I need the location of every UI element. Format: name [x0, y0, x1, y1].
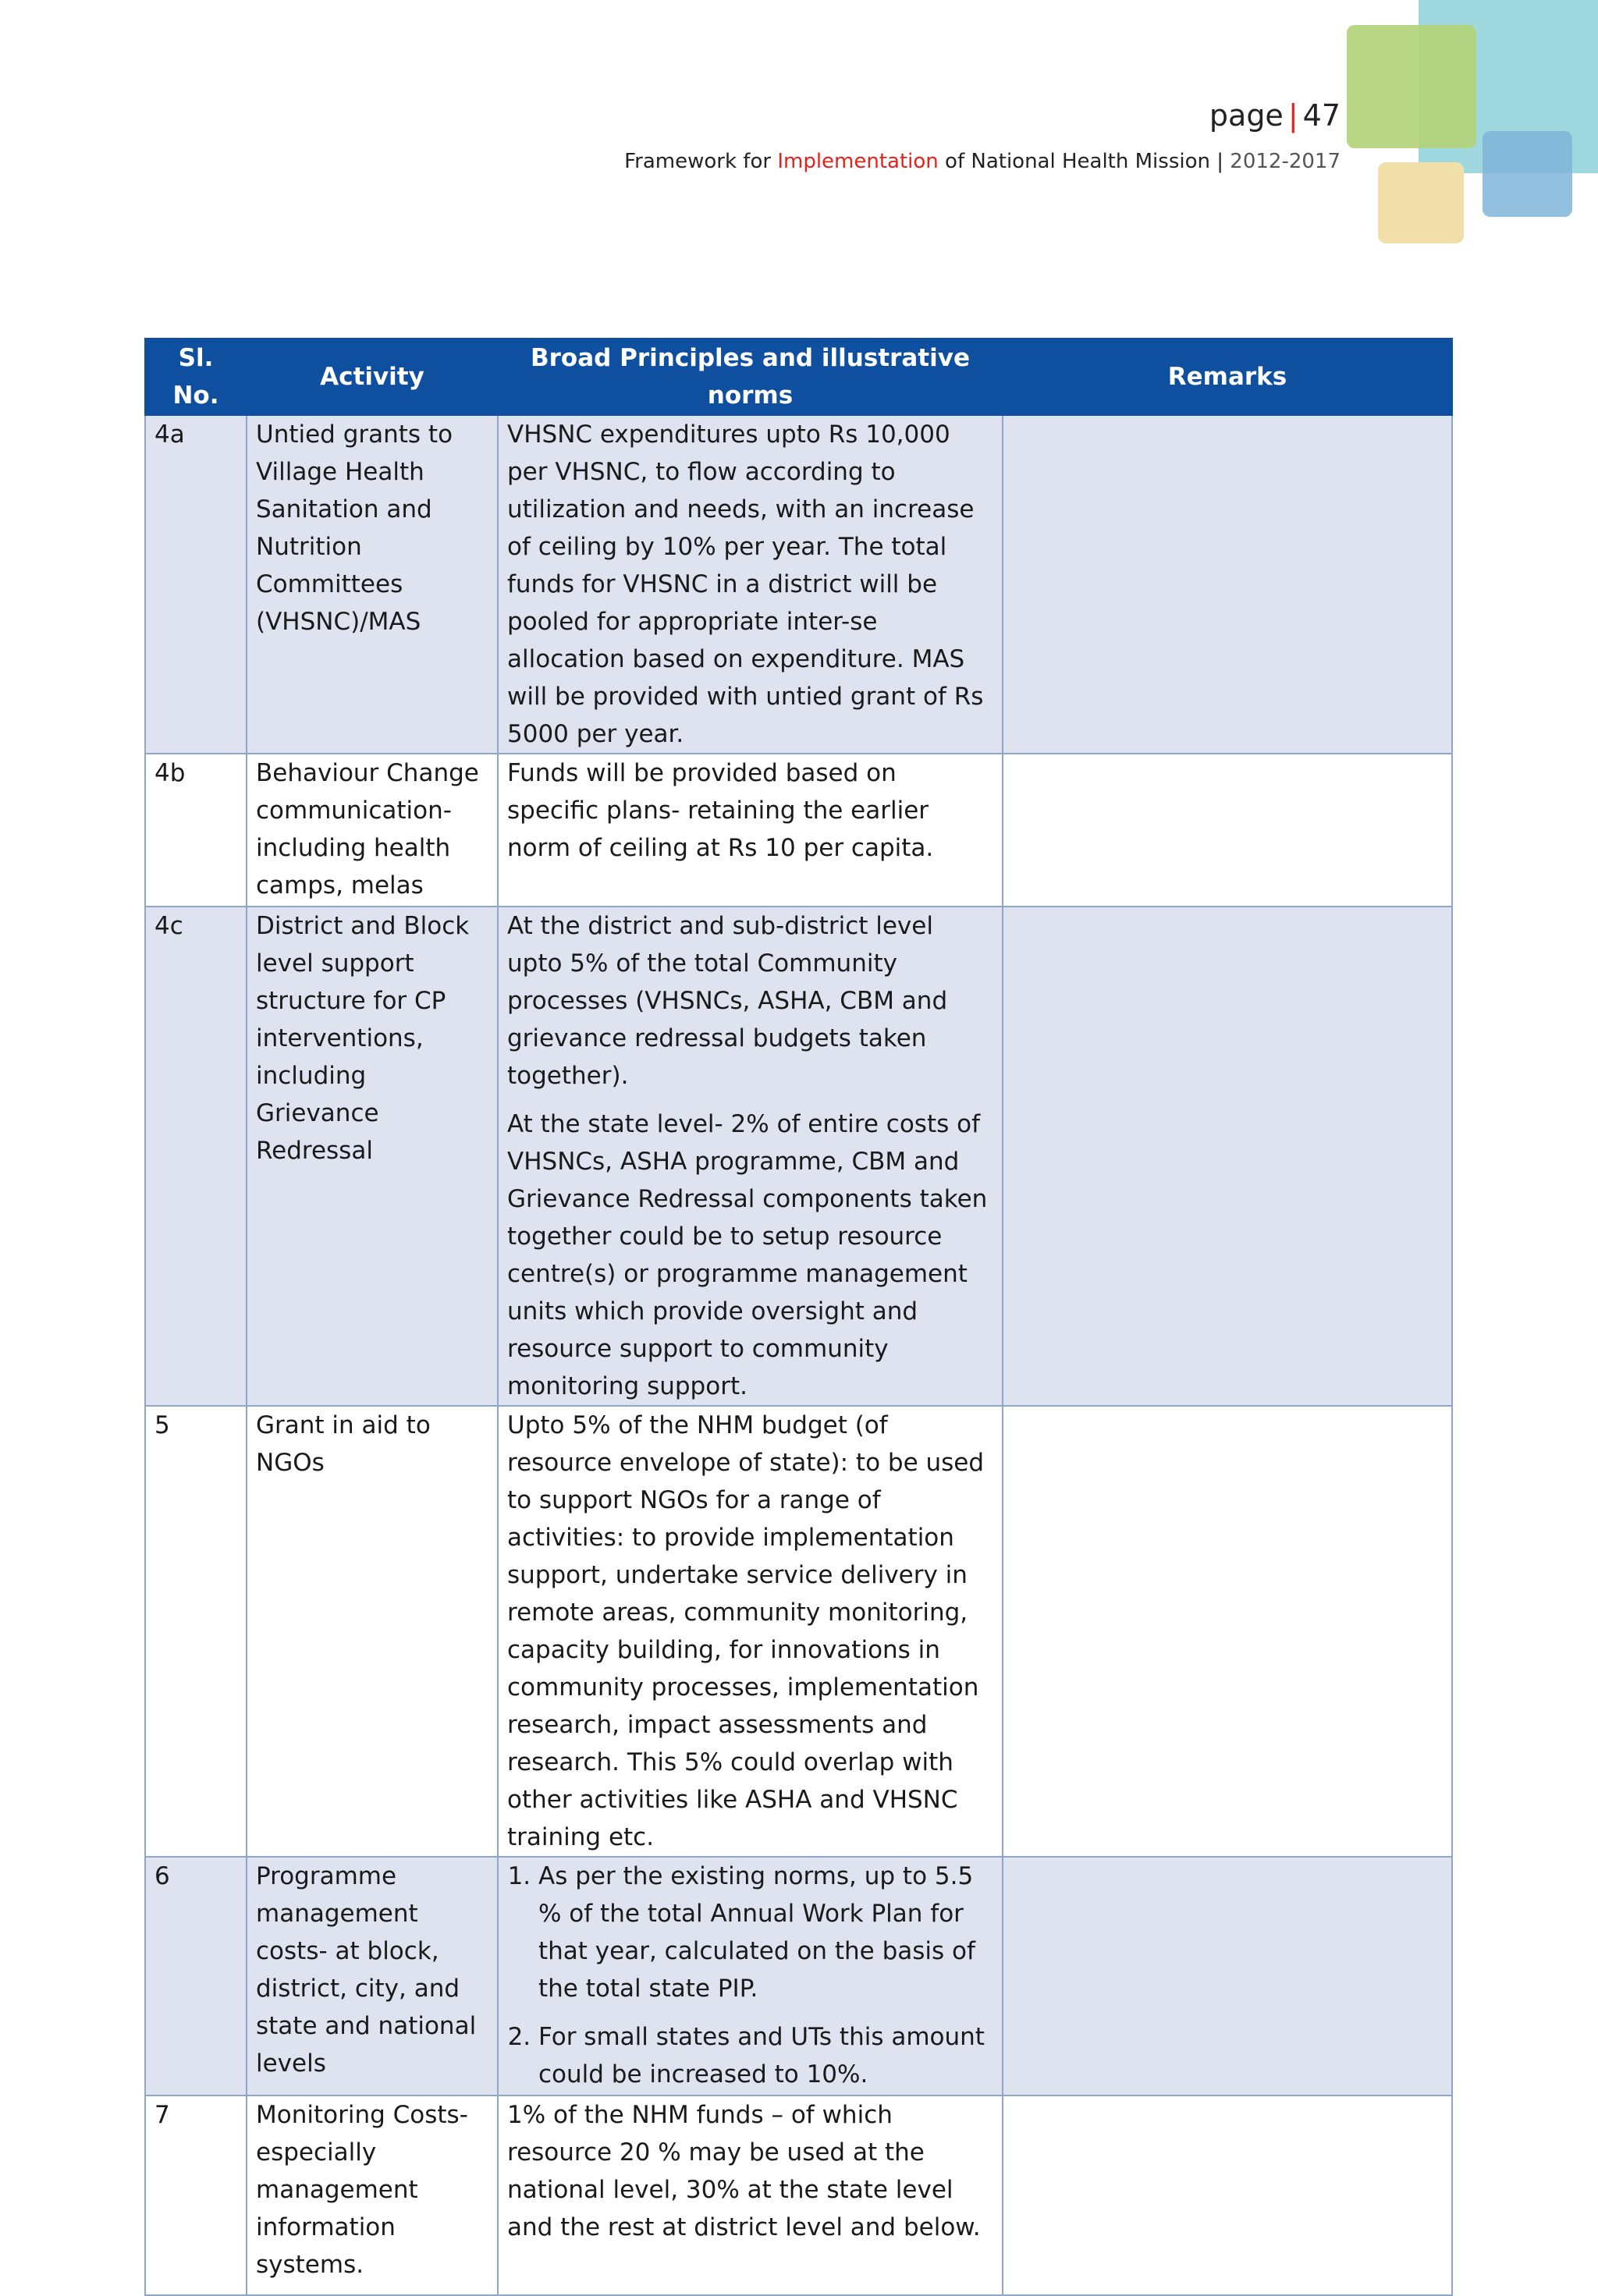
- table-row: [145, 907, 1452, 1406]
- table-row: [145, 2095, 1452, 2295]
- decorative-square-blue: [1483, 131, 1572, 217]
- cell-activity: Programme management costs- at block, district, city, and state and national levels: [247, 1857, 498, 2095]
- running-head-separator: |: [1216, 150, 1224, 173]
- cell-sl-no: 7: [145, 2095, 247, 2295]
- cell-remarks: [1003, 415, 1452, 754]
- running-head-accent: Implementation: [777, 150, 939, 173]
- table-row: [145, 415, 1452, 754]
- cell-sl-no: 4c: [145, 907, 247, 1406]
- cell-sl-no: 6: [145, 1857, 247, 2095]
- cell-norms: Funds will be provided based on specific plans- retaining the earlier norm of ceiling at Rs 10 per capita.: [498, 754, 1003, 907]
- norms-table: [144, 338, 1453, 2296]
- norms-list-item: 2. For small states and UTs this amount could be increased to 10%.: [538, 2018, 993, 2093]
- norms-paragraph: At the district and sub-district level upto 5% of the total Community processes (VHSNCs, ASHA, CBM and grievance redressal budgets taken together).: [507, 912, 948, 1090]
- cell-norms: Upto 5% of the NHM budget (of resource envelope of state): to be used to support NGOs for a range of activities: to provide implementation support, undertake service delivery in remote areas, community monitoring, capacity building, for innovations in community processes, implementation research, impact assessments and research. This 5% could overlap with other activities like ASHA and VHSNC training etc.: [498, 1406, 1003, 1857]
- running-head: [624, 150, 1341, 173]
- table-row: [145, 754, 1452, 907]
- page-word: page: [1209, 98, 1284, 133]
- page-number-value: 47: [1302, 98, 1341, 133]
- table-header-row: [145, 339, 1452, 415]
- cell-remarks: [1003, 2095, 1452, 2295]
- cell-norms: 1% of the NHM funds – of which resource 20 % may be used at the national level, 30% at the state level and the rest at district level and below.: [498, 2095, 1003, 2295]
- cell-remarks: [1003, 1857, 1452, 2095]
- cell-activity: Monitoring Costs- especially management information systems.: [247, 2095, 498, 2295]
- cell-norms: [498, 1857, 1003, 2095]
- cell-norms: [498, 907, 1003, 1406]
- column-header-activity: Activity: [247, 339, 498, 415]
- cell-activity: Behaviour Change communication- including health camps, melas: [247, 754, 498, 907]
- cell-sl-no: 4a: [145, 415, 247, 754]
- table-row: [145, 1406, 1452, 1857]
- norms-list: [507, 1858, 993, 2093]
- cell-sl-no: 4b: [145, 754, 247, 907]
- column-header-sl-no: Sl. No.: [145, 339, 247, 415]
- table-row: [145, 1857, 1452, 2095]
- page-number: [1209, 98, 1341, 133]
- decorative-square-green: [1347, 25, 1476, 148]
- cell-activity: Grant in aid to NGOs: [247, 1406, 498, 1857]
- norms-paragraph: At the state level- 2% of entire costs of VHSNCs, ASHA programme, CBM and Grievance Redressal components taken together could be to setup resource centre(s) or programme management units which provide oversight and resource support to community monitoring support.: [507, 1110, 988, 1400]
- cell-activity: Untied grants to Village Health Sanitation and Nutrition Committees (VHSNC)/MAS: [247, 415, 498, 754]
- running-head-pre: Framework for: [624, 150, 778, 173]
- cell-activity: District and Block level support structure for CP interventions, including Grievance Redressal: [247, 907, 498, 1406]
- norms-list-item: 1. As per the existing norms, up to 5.5 % of the total Annual Work Plan for that year, calculated on the basis of the total state PIP.: [538, 1858, 993, 2007]
- cell-norms: VHSNC expenditures upto Rs 10,000 per VHSNC, to flow according to utilization and needs, with an increase of ceiling by 10% per year. The total funds for VHSNC in a district will be pooled for appropriate inter-se allocation based on expenditure. MAS will be provided with untied grant of Rs 5000 per year.: [498, 415, 1003, 754]
- running-head-post: of National Health Mission: [938, 150, 1217, 173]
- cell-remarks: [1003, 1406, 1452, 1857]
- column-header-remarks: Remarks: [1003, 339, 1452, 415]
- cell-sl-no: 5: [145, 1406, 247, 1857]
- decorative-square-yellow: [1378, 162, 1464, 243]
- page-separator: |: [1287, 98, 1298, 133]
- cell-remarks: [1003, 754, 1452, 907]
- cell-remarks: [1003, 907, 1452, 1406]
- column-header-norms: Broad Principles and illustrative norms: [498, 339, 1003, 415]
- running-head-years: 2012-2017: [1223, 150, 1341, 173]
